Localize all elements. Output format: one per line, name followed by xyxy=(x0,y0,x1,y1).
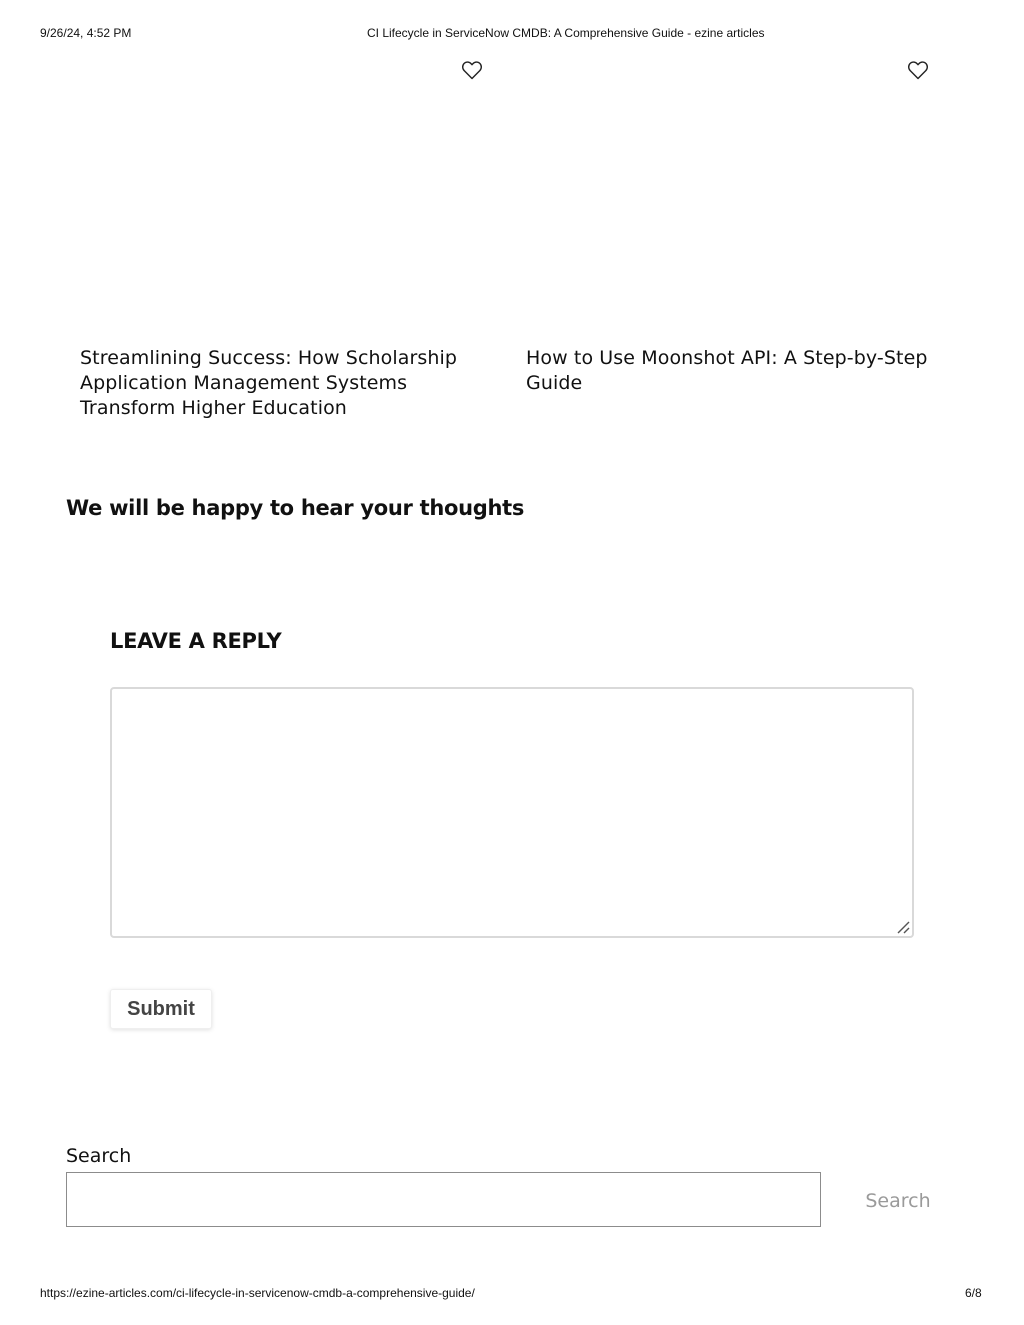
related-post-link[interactable]: How to Use Moonshot API: A Step-by-Step Guide xyxy=(526,347,928,394)
search-button[interactable]: Search xyxy=(852,1183,944,1219)
print-header-title: CI Lifecycle in ServiceNow CMDB: A Comprehensive Guide - ezine articles xyxy=(367,26,765,40)
print-footer-url: https://ezine-articles.com/ci-lifecycle-in-servicenow-cmdb-a-comprehensive-guide/ xyxy=(40,1286,475,1300)
print-header-datetime: 9/26/24, 4:52 PM xyxy=(40,26,132,40)
resize-handle-icon[interactable] xyxy=(895,919,911,935)
print-footer-page-number: 6/8 xyxy=(965,1286,982,1300)
search-input[interactable] xyxy=(66,1172,821,1227)
comment-textarea[interactable] xyxy=(110,687,914,938)
leave-reply-heading: LEAVE A REPLY xyxy=(110,629,282,653)
comments-prompt-heading: We will be happy to hear your thoughts xyxy=(66,496,525,520)
heart-outline-icon[interactable] xyxy=(906,58,930,82)
submit-button[interactable]: Submit xyxy=(110,989,212,1029)
related-post-link[interactable]: Streamlining Success: How Scholarship Application Management Systems Transform Higher Education xyxy=(80,347,458,419)
search-label: Search xyxy=(66,1145,132,1167)
heart-outline-icon[interactable] xyxy=(460,58,484,82)
